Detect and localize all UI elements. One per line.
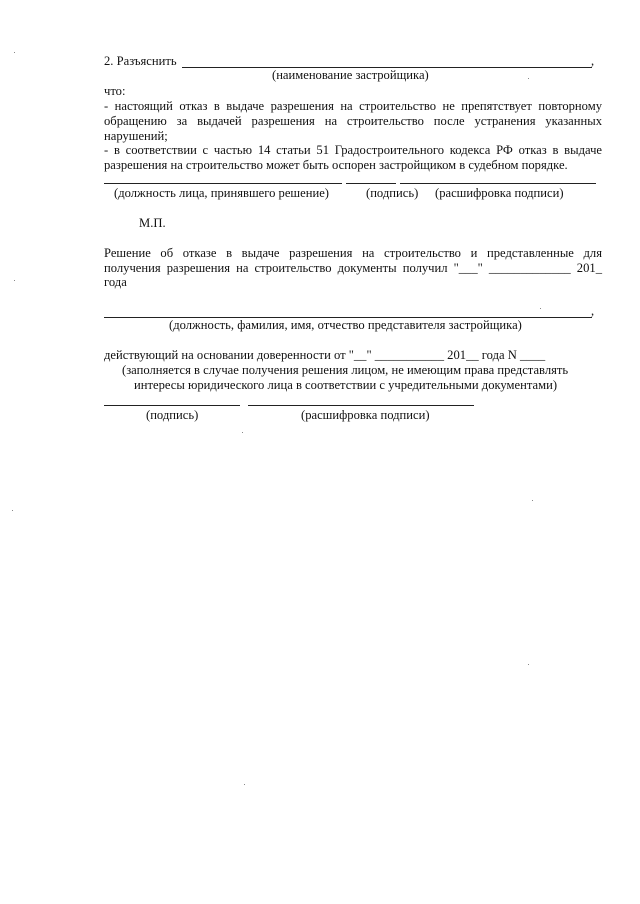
proxy-line: действующий на основании доверенности от "__" ___________ 201__ года N ____ bbox=[104, 348, 546, 362]
scan-speck bbox=[242, 432, 243, 433]
signature-line bbox=[346, 183, 396, 184]
receipt-line2: получения разрешения на строительство документы получил "___" _____________ 201_ bbox=[104, 261, 602, 275]
section-lead-comma: , bbox=[591, 54, 595, 68]
bullet2-line1: - в соответствии с частью 14 статьи 51 Градостроительного кодекса РФ отказ в выдаче bbox=[104, 143, 602, 157]
that-label: что: bbox=[104, 84, 126, 98]
receipt-line3: года bbox=[104, 275, 127, 289]
decoding-line bbox=[400, 183, 596, 184]
signature-caption-2: (подпись) bbox=[146, 408, 199, 422]
scan-speck bbox=[532, 500, 533, 501]
section-lead: 2. Разъяснить bbox=[104, 54, 177, 68]
decoding-line-2 bbox=[248, 405, 474, 406]
bullet1-line2: обращению за выдачей разрешения на строительство после устранения указанных bbox=[104, 114, 602, 128]
decoding-caption-2: (расшифровка подписи) bbox=[301, 408, 430, 422]
signature-caption: (подпись) bbox=[366, 186, 419, 200]
signature-line-2 bbox=[104, 405, 240, 406]
representative-comma: , bbox=[591, 304, 595, 318]
representative-caption: (должность, фамилия, имя, отчество представителя застройщика) bbox=[169, 318, 522, 332]
scan-speck bbox=[244, 784, 245, 785]
scan-speck bbox=[528, 78, 529, 79]
proxy-note-line1: (заполняется в случае получения решения лицом, не имеющим права представлять bbox=[122, 363, 569, 377]
stamp-label: М.П. bbox=[139, 216, 166, 230]
decoding-caption: (расшифровка подписи) bbox=[435, 186, 564, 200]
bullet2-line2: разрешения на строительство может быть оспорен застройщиком в судебном порядке. bbox=[104, 158, 568, 172]
scan-speck bbox=[14, 280, 15, 281]
scan-speck bbox=[540, 308, 541, 309]
developer-caption: (наименование застройщика) bbox=[272, 68, 429, 82]
scan-speck bbox=[14, 52, 15, 53]
receipt-line1: Решение об отказе в выдаче разрешения на строительство и представленные для bbox=[104, 246, 602, 260]
position-line bbox=[104, 183, 342, 184]
proxy-note-line2: интересы юридического лица в соответствии с учредительными документами) bbox=[134, 378, 558, 392]
bullet1-line1: - настоящий отказ в выдаче разрешения на строительство не препятствует повторному bbox=[104, 99, 602, 113]
bullet1-line3: нарушений; bbox=[104, 129, 168, 143]
scan-speck bbox=[528, 664, 529, 665]
position-caption: (должность лица, принявшего решение) bbox=[114, 186, 329, 200]
scan-speck bbox=[12, 510, 13, 511]
